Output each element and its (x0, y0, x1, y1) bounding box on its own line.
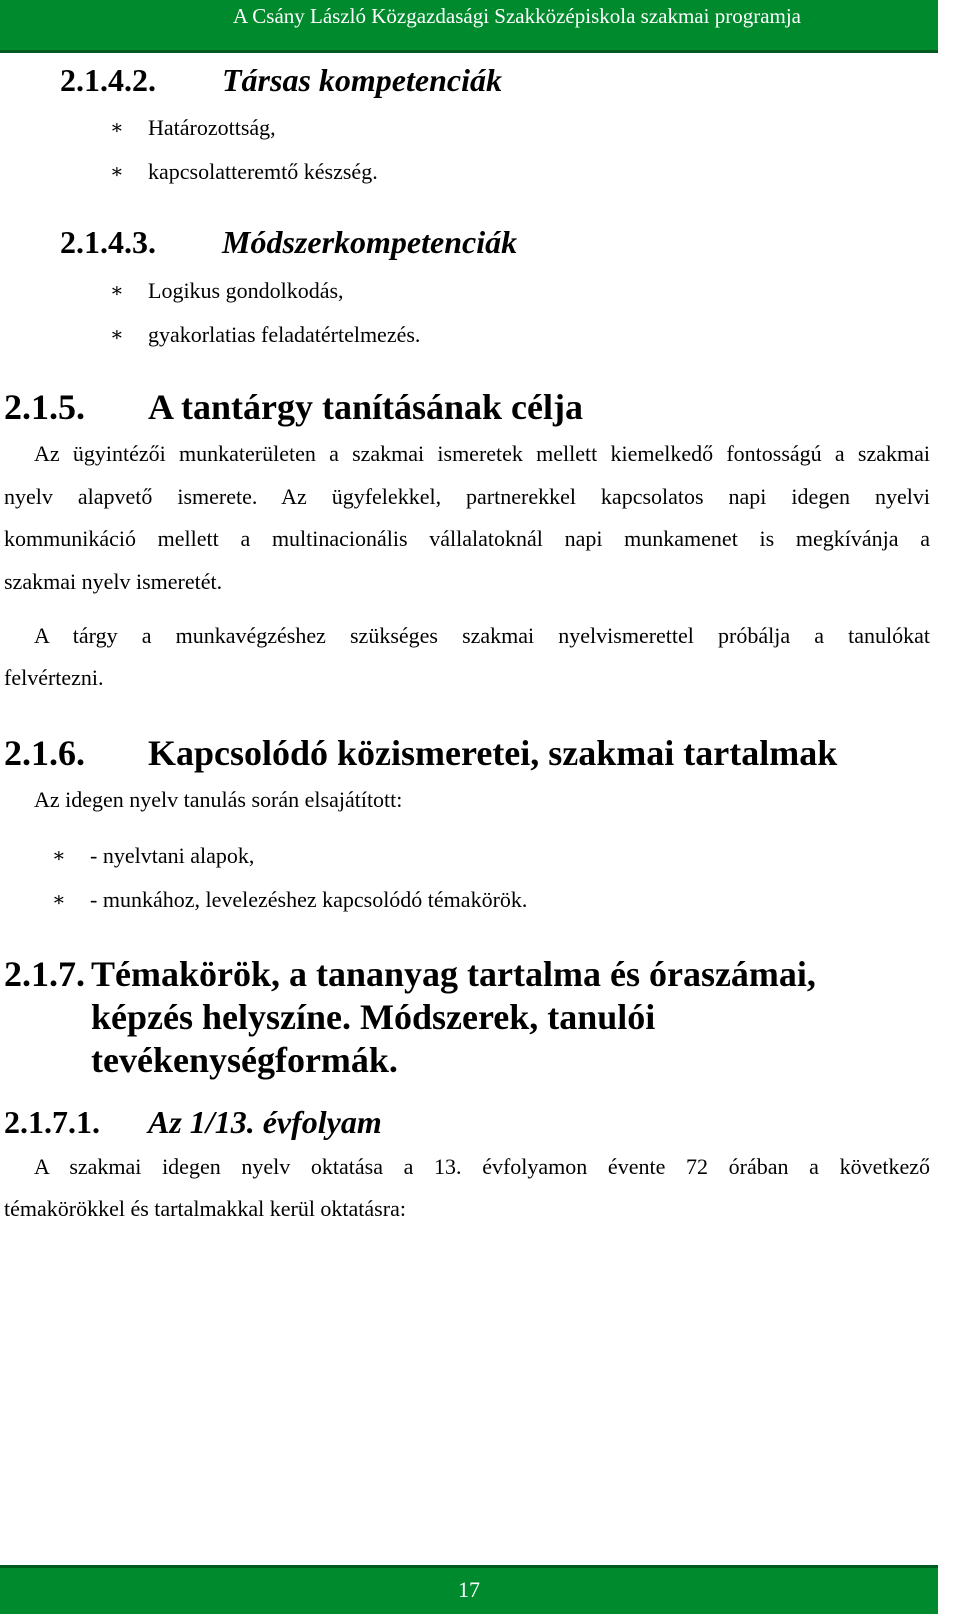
heading-2142 (60, 62, 156, 99)
page-footer (0, 1565, 938, 1614)
paragraph-line: nyelv alapvető ismerete. Az ügyfelekkel, partnerekkel kapcsolatos napi idegen nyelvi (4, 484, 930, 509)
heading-2142-number: 2.1.4.2. (60, 62, 156, 98)
bullet-icon: ∗ (110, 324, 124, 346)
header-title: A Csány László Közgazdasági Szakközépiskola szakmai programja (233, 4, 801, 28)
heading-2142-title: Társas kompetenciák (222, 62, 502, 98)
heading-215-title: A tantárgy tanításának célja (148, 387, 583, 427)
bullet-icon: ∗ (52, 889, 66, 911)
paragraph-line: Az ügyintézői munkaterületen a szakmai ismeretek mellett kiemelkedő fontosságú a szakmai (34, 441, 930, 466)
heading-2171-title: Az 1/13. évfolyam (148, 1104, 382, 1140)
heading-2143 (60, 224, 156, 261)
heading-217-number: 2.1.7. (4, 954, 85, 994)
heading-215-number: 2.1.5. (4, 387, 85, 427)
heading-2143-number: 2.1.4.3. (60, 224, 156, 260)
page-header (0, 0, 938, 53)
paragraph-line: szakmai nyelv ismeretét. (4, 569, 223, 594)
heading-2143-title: Módszerkompetenciák (222, 224, 518, 260)
bullet-icon: ∗ (52, 845, 66, 867)
heading-217-title-line: Témakörök, a tananyag tartalma és óraszámai, (91, 954, 816, 994)
heading-216-title: Kapcsolódó közismeretei, szakmai tartalmak (148, 733, 838, 773)
paragraph-line: A tárgy a munkavégzéshez szükséges szakmai nyelvismerettel próbálja a tanulókat (34, 623, 930, 648)
heading-217-title-line: tevékenységformák. (91, 1040, 398, 1080)
paragraph-line: kommunikáció mellett a multinacionális vállalatoknál napi munkamenet is megkívánja a (4, 526, 930, 551)
heading-216-number: 2.1.6. (4, 733, 85, 773)
heading-2171-number: 2.1.7.1. (4, 1104, 100, 1140)
page-number: 17 (458, 1577, 480, 1602)
heading-217-title-line: képzés helyszíne. Módszerek, tanulói (91, 997, 656, 1037)
bullet-icon: ∗ (110, 161, 124, 183)
bullet-icon: ∗ (110, 280, 124, 302)
paragraph-line: témakörökkel és tartalmakkal kerül oktatásra: (4, 1196, 406, 1221)
paragraph-line: A szakmai idegen nyelv oktatása a 13. évfolyamon évente 72 órában a következő (34, 1154, 930, 1179)
paragraph-line: Az idegen nyelv tanulás során elsajátított: (34, 787, 403, 812)
paragraph-line: felvértezni. (4, 665, 104, 690)
heading-2171 (4, 1104, 100, 1141)
bullet-icon: ∗ (110, 117, 124, 139)
